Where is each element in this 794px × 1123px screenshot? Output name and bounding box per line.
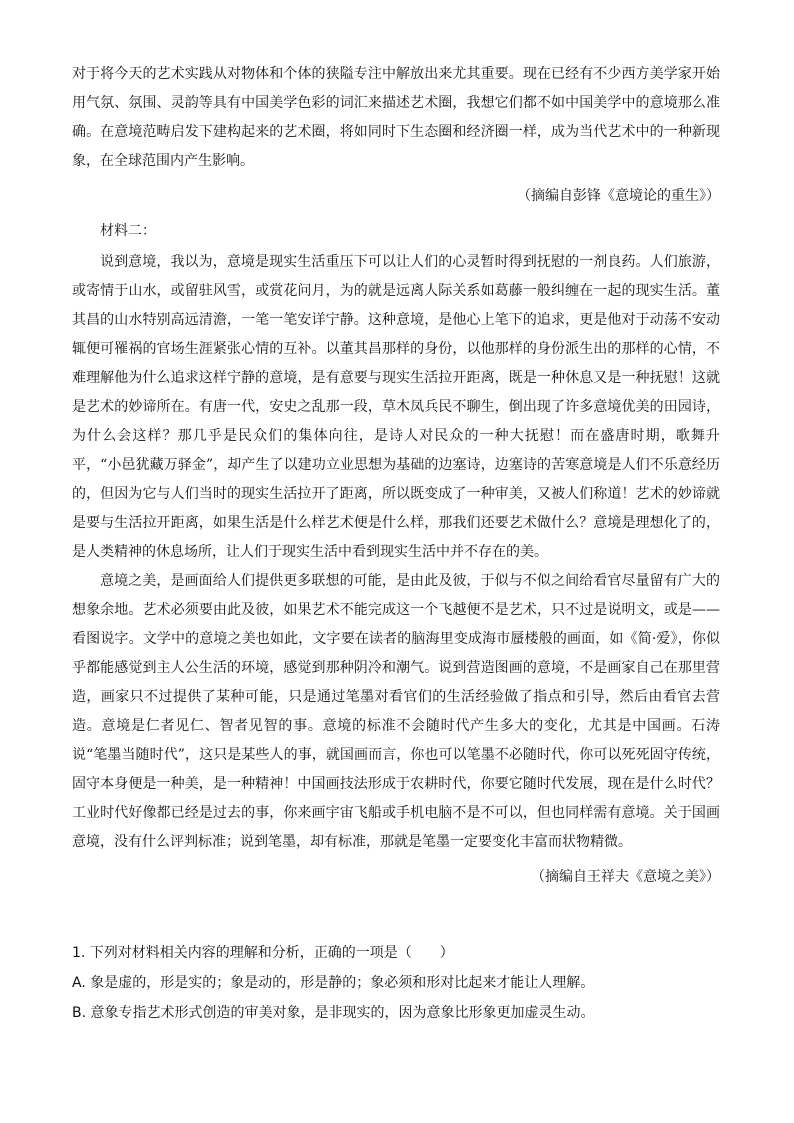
option-b: B. 意象专指艺术形式创造的审美对象，是非现实的，因为意象比形象更加虚灵生动。 (72, 1005, 595, 1021)
article-body (72, 60, 720, 898)
question-one (72, 938, 732, 1028)
material-two-heading: 材料二： (100, 223, 156, 239)
material-two-paragraph-1: 说到意境，我以为，意境是现实生活重压下可以让人们的心灵暂时得到抚慰的一剂良药。人们旅游，或寄情于山水，或留驻风雪，或赏花问月，为的就是远离人际关系如葛藤一般纠缠在一起的现实生活。董其昌的山水特别高远清澹，一笔一笔安详宁静。这种意境，是他心上笔下的追求，更是他对于动荡不安动辄便可罹祸的官场生涯紧张心情的互补。以董其昌那样的身份，以他那样的身份派生出的那样的心情，不难理解他为什么追求这样宁静的意境，是有意要与现实生活拉开距离，既是一种休息又是一种抚慰！这就是艺术的妙谛所在。有唐一代，安史之乱那一段，草木凤兵民不聊生，倒出现了许多意境优美的田园诗，为什么会这样？那几乎是民众们的集体向往，是诗人对民众的一种大抚慰！而在盛唐时期，歌舞升平，“小邑犹藏万驿金”，却产生了以建功立业思想为基础的边塞诗，边塞诗的苦寒意境是人们不乐意经历的，但因为它与人们当时的现实生活拉开了距离，所以既变成了一种审美，又被人们称道！艺术的妙谛就是要与生活拉开距离，如果生活是什么样艺术便是什么样，那我们还要艺术做什么？意境是理想化了的，是人类精神的休息场所，让人们于现实生活中看到现实生活中并不存在的美。 (72, 254, 720, 560)
material-two-source: （摘编自王祥夫《意境之美》） (531, 869, 720, 885)
material-one-paragraph: 对于将今天的艺术实践从对物体和个体的狭隘专注中解放出来尤其重要。现在已经有不少西方美学家开始用气氛、氛围、灵韵等具有中国美学色彩的词汇来描述艺术圈，我想它们都不如中国美学中的意境那么准确。在意境范畴启发下建构起来的艺术圈，将如同时下生态圈和经济圈一样，成为当代艺术中的一种新现象，在全球范围内产生影响。 (72, 66, 720, 169)
material-two-paragraph-2: 意境之美，是画面给人们提供更多联想的可能，是由此及彼，于似与不似之间给看官尽量留有广大的想象余地。艺术必须要由此及彼，如果艺术不能完成这一个飞越便不是艺术，只不过是说明文，或是——看图说字。文学中的意境之美也如此，文字要在读者的脑海里变成海市蜃楼般的画面，如《简·爱》，你似乎都能感觉到主人公生活的环境，感觉到那种阴冷和潮气。说到营造图画的意境，不是画家自己在那里营造，画家只不过提供了某种可能，只是通过笔墨对看官们的生活经验做了指点和引导，然后由看官去营造。意境是仁者见仁、智者见智的事。意境的标准不会随时代产生多大的变化，尤其是中国画。石涛说“笔墨当随时代”，这只是某些人的事，就国画而言，你也可以笔墨不必随时代，你可以死死固守传统，固守本身便是一种美，是一种精神！中国画技法形成于农耕时代，你要它随时代发展，现在是什么时代？工业时代好像都已经是过去的事，你来画宇宙飞船或手机电脑不是不可以，但也同样需有意境。关于国画意境，没有什么评判标准；说到笔墨，却有标准，那就是笔墨一定要变化丰富而状物精微。 (72, 573, 720, 850)
option-a: A. 象是虚的，形是实的；象是动的，形是静的；象必须和形对比起来才能让人理解。 (72, 975, 595, 991)
question-stem: 1. 下列对材料相关内容的理解和分析，正确的一项是（ ） (72, 945, 454, 961)
material-one-source: （摘编自彭锋《意境论的重生》） (517, 188, 720, 204)
